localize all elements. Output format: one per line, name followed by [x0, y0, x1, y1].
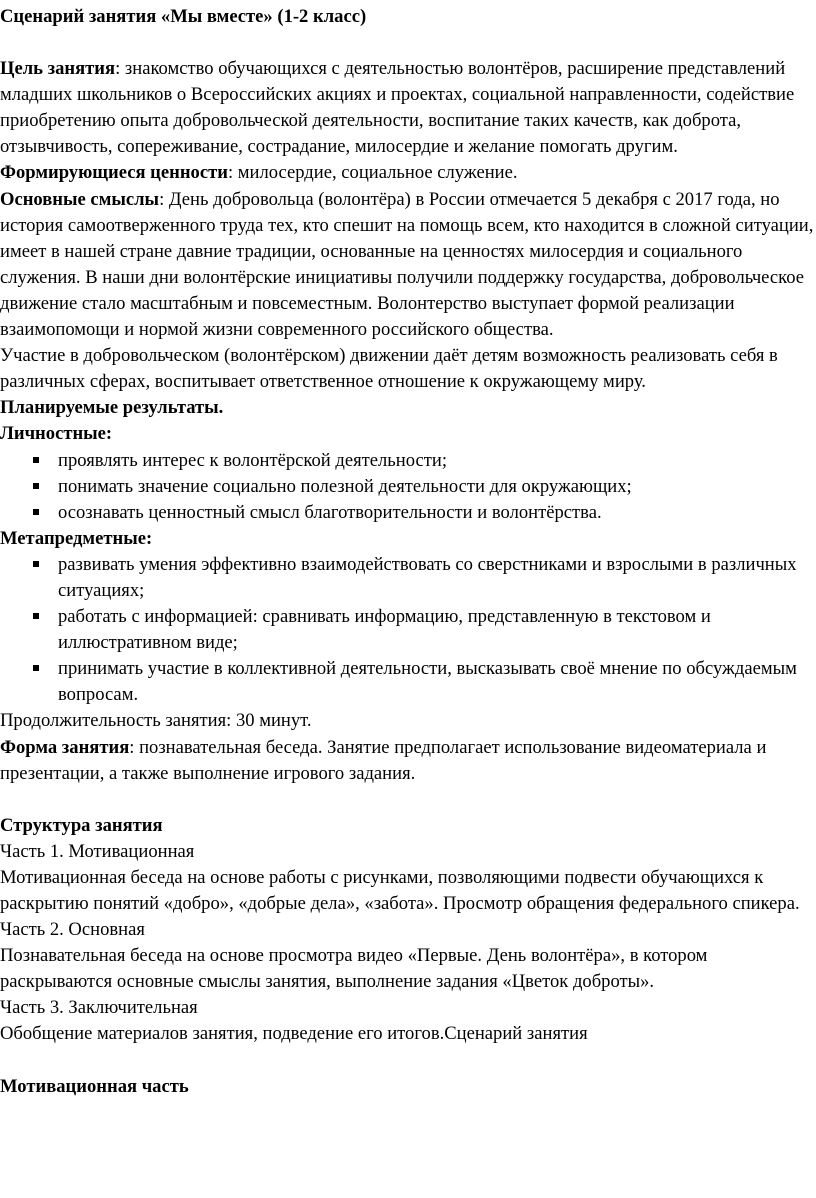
part3-text: Обобщение материалов занятия, подведение его итогов.Сценарий занятия	[0, 1023, 588, 1045]
values-label: Формирующиеся ценности	[0, 162, 228, 184]
structure-heading: Структура занятия	[0, 814, 163, 836]
personal-results-list	[0, 448, 816, 526]
meanings-label: Основные смыслы	[0, 188, 160, 210]
list-item: проявлять интерес к волонтёрской деятельности;	[58, 448, 816, 474]
part2-text: Познавательная беседа на основе просмотра видео «Первые. День волонтёра», в котором раскрываются основные смыслы занятия, выполнение задания «Цветок доброты».	[0, 945, 708, 993]
participation-paragraph: Участие в добровольческом (волонтёрском) движении даёт детям возможность реализовать себя в различных сферах, воспитывает ответственное отношение к окружающему миру.	[0, 345, 778, 393]
part3-title: Часть 3. Заключительная	[0, 997, 198, 1019]
list-item: работать с информацией: сравнивать информацию, представленную в текстовом и иллюстративном виде;	[58, 604, 816, 656]
spacer	[0, 787, 816, 813]
part1-title: Часть 1. Мотивационная	[0, 840, 195, 862]
part2-title: Часть 2. Основная	[0, 919, 145, 941]
list-item: понимать значение социально полезной деятельности для окружающих;	[58, 474, 816, 500]
planned-results-heading: Планируемые результаты.	[0, 397, 224, 419]
spacer	[0, 1048, 816, 1074]
personal-results-heading: Личностные:	[0, 423, 113, 445]
meta-results-list	[0, 552, 816, 709]
meanings-paragraph	[0, 187, 816, 344]
duration-paragraph: Продолжительность занятия: 30 минут.	[0, 710, 312, 732]
motivation-heading: Мотивационная часть	[0, 1075, 189, 1097]
meanings-text: : День добровольца (волонтёра) в России отмечается 5 декабря с 2017 года, но история самоотверженного труда тех, кто спешит на помощь всем, кто находится в сложной ситуации, имеет в нашей стране давние традиции, основанные на ценностях милосердия и социального служения. В наши дни волонтёрские инициативы получили поддержку государства, добровольческое движение стало масштабным и повсеместным. Волонтерство выступает формой реализации взаимопомощи и нормой жизни современного российского общества.	[0, 188, 814, 341]
form-label: Форма занятия	[0, 736, 130, 758]
goal-paragraph	[0, 56, 816, 160]
part1-text: Мотивационная беседа на основе работы с рисунками, позволяющими подвести обучающихся к раскрытию понятий «добро», «добрые дела», «забота». Просмотр обращения федерального спикера.	[0, 866, 800, 914]
values-paragraph	[0, 160, 816, 186]
goal-text: : знакомство обучающихся с деятельностью волонтёров, расширение представлений младших школьников о Всероссийских акциях и проектах, социальной направленности, содействие приобретению опыта добровольческой деятельности, воспитание таких качеств, как доброта, отзывчивость, сопереживание, сострадание, милосердие и желание помогать другим.	[0, 58, 795, 158]
list-item: принимать участие в коллективной деятельности, высказывать своё мнение по обсуждаемым вопросам.	[58, 656, 816, 708]
form-text: : познавательная беседа. Занятие предполагает использование видеоматериала и презентации, а также выполнение игрового задания.	[0, 736, 767, 784]
values-text: : милосердие, социальное служение.	[227, 162, 518, 184]
list-item: развивать умения эффективно взаимодействовать со сверстниками и взрослыми в различных ситуациях;	[58, 552, 816, 604]
document-title: Сценарий занятия «Мы вместе» (1-2 класс)	[0, 6, 367, 27]
goal-label: Цель занятия	[0, 58, 116, 80]
list-item: осознавать ценностный смысл благотворительности и волонтёрства.	[58, 500, 816, 526]
meta-results-heading: Метапредметные:	[0, 527, 153, 549]
form-paragraph	[0, 735, 816, 787]
